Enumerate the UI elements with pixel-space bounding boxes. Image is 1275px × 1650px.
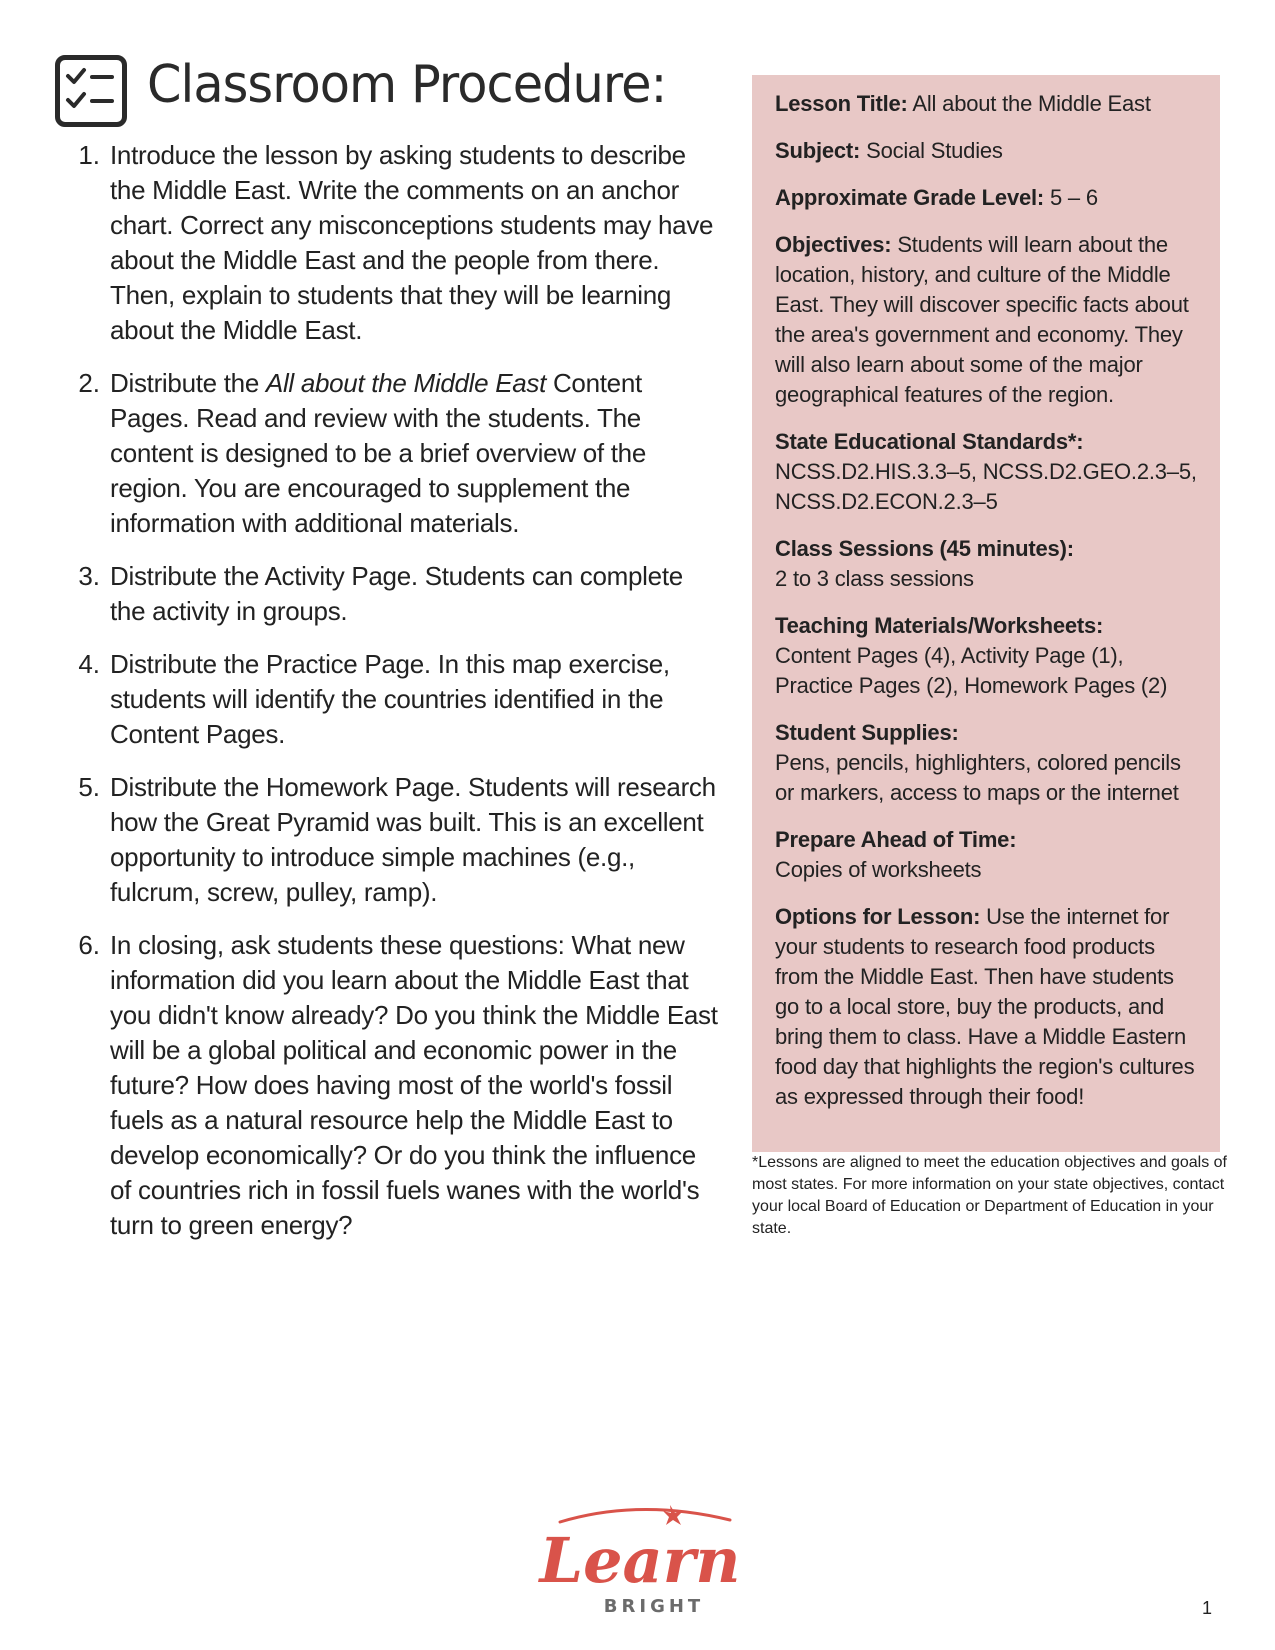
procedure-step	[62, 770, 722, 910]
field-label: Student Supplies:	[775, 720, 959, 745]
content-pages-title: All about the Middle East	[265, 368, 547, 398]
field-value: Students will learn about the location, history, and culture of the Middle East. They will discover specific facts about the area's government and economy. They will also learn about some of the major geographical features of the region.	[775, 232, 1189, 407]
objectives-field	[775, 230, 1200, 410]
procedure-step	[62, 138, 722, 348]
logo-brand-top: Learn	[539, 1524, 741, 1597]
field-label: State Educational Standards*:	[775, 429, 1084, 454]
field-value: 5 – 6	[1049, 185, 1098, 210]
procedure-step	[62, 928, 722, 1243]
field-value: 2 to 3 class sessions	[775, 566, 974, 591]
field-label: Class Sessions (45 minutes):	[775, 536, 1074, 561]
step-number: 4.	[78, 649, 100, 679]
step-number: 1.	[78, 140, 100, 170]
field-value: NCSS.D2.HIS.3.3–5, NCSS.D2.GEO.2.3–5, NCSS.D2.ECON.2.3–5	[775, 459, 1197, 514]
field-value: Content Pages (4), Activity Page (1), Practice Pages (2), Homework Pages (2)	[775, 643, 1168, 698]
field-label: Prepare Ahead of Time:	[775, 827, 1017, 852]
step-text: In closing, ask students these questions: What new information did you learn about the Middle East that you didn't know already? Do you think the Middle East will be a global political and economic power in the future? How does having most of the world's fossil fuels as a natural resource help the Middle East to develop economically? Or do you think the influence of countries rich in fossil fuels wanes with the world's turn to green energy?	[110, 930, 718, 1240]
step-text	[110, 366, 722, 541]
step-text-before: Distribute the	[110, 368, 266, 398]
step-number: 3.	[78, 561, 100, 591]
field-label: Objectives:	[775, 232, 892, 257]
step-text: Introduce the lesson by asking students to describe the Middle East. Write the comments on an anchor chart. Correct any misconceptions students may have about the Middle East and the people from there. Then, explain to students that they will be learning about the Middle East.	[110, 140, 714, 345]
header	[55, 55, 715, 135]
field-label: Subject:	[775, 138, 861, 163]
materials-field	[775, 611, 1200, 701]
logo-graphic	[530, 1500, 750, 1620]
prepare-field	[775, 825, 1200, 885]
lesson-title-field	[775, 89, 1200, 119]
field-value: Social Studies	[866, 138, 1003, 163]
page-number: 1	[1202, 1598, 1213, 1618]
step-number: 2.	[78, 368, 100, 398]
supplies-field	[775, 718, 1200, 808]
field-label: Teaching Materials/Worksheets:	[775, 613, 1104, 638]
page-title: Classroom Procedure:	[147, 55, 667, 115]
learn-bright-logo	[530, 1500, 750, 1620]
field-label: Lesson Title:	[775, 91, 908, 116]
step-number: 6.	[78, 930, 100, 960]
checklist-icon	[55, 55, 127, 127]
step-text: Distribute the Activity Page. Students can complete the activity in groups.	[110, 561, 683, 626]
options-field	[775, 902, 1200, 1112]
field-value: Use the internet for your students to research food products from the Middle East. Then have students go to a local store, buy the products, and bring them to class. Have a Middle Eastern food day that highlights the region's cultures as expressed through their food!	[775, 904, 1195, 1109]
subject-field	[775, 136, 1200, 166]
procedure-step	[62, 647, 722, 752]
field-value: Pens, pencils, highlighters, colored pencils or markers, access to maps or the internet	[775, 750, 1181, 805]
lesson-info-panel	[752, 75, 1220, 1152]
standards-field	[775, 427, 1200, 517]
step-number: 5.	[78, 772, 100, 802]
procedure-step	[62, 559, 722, 629]
field-value: Copies of worksheets	[775, 857, 982, 882]
sessions-field	[775, 534, 1200, 594]
field-label: Approximate Grade Level:	[775, 185, 1045, 210]
step-text-after: Content Pages. Read and review with the students. The content is designed to be a brief overview of the region. You are encouraged to supplement the information with additional materials.	[110, 368, 646, 538]
step-text: Distribute the Practice Page. In this map exercise, students will identify the countries identified in the Content Pages.	[110, 649, 670, 749]
standards-footnote: *Lessons are aligned to meet the education objectives and goals of most states. For more information on your state objectives, contact your local Board of Education or Department of Education in your state.	[752, 1154, 1227, 1237]
field-label: Options for Lesson:	[775, 904, 981, 929]
logo-brand-bottom: BRIGHT	[603, 1596, 705, 1617]
procedure-list	[62, 138, 722, 1261]
procedure-step	[62, 366, 722, 541]
step-text: Distribute the Homework Page. Students will research how the Great Pyramid was built. This is an excellent opportunity to introduce simple machines (e.g., fulcrum, screw, pulley, ramp).	[110, 772, 716, 907]
grade-level-field	[775, 183, 1200, 213]
field-value: All about the Middle East	[912, 91, 1151, 116]
